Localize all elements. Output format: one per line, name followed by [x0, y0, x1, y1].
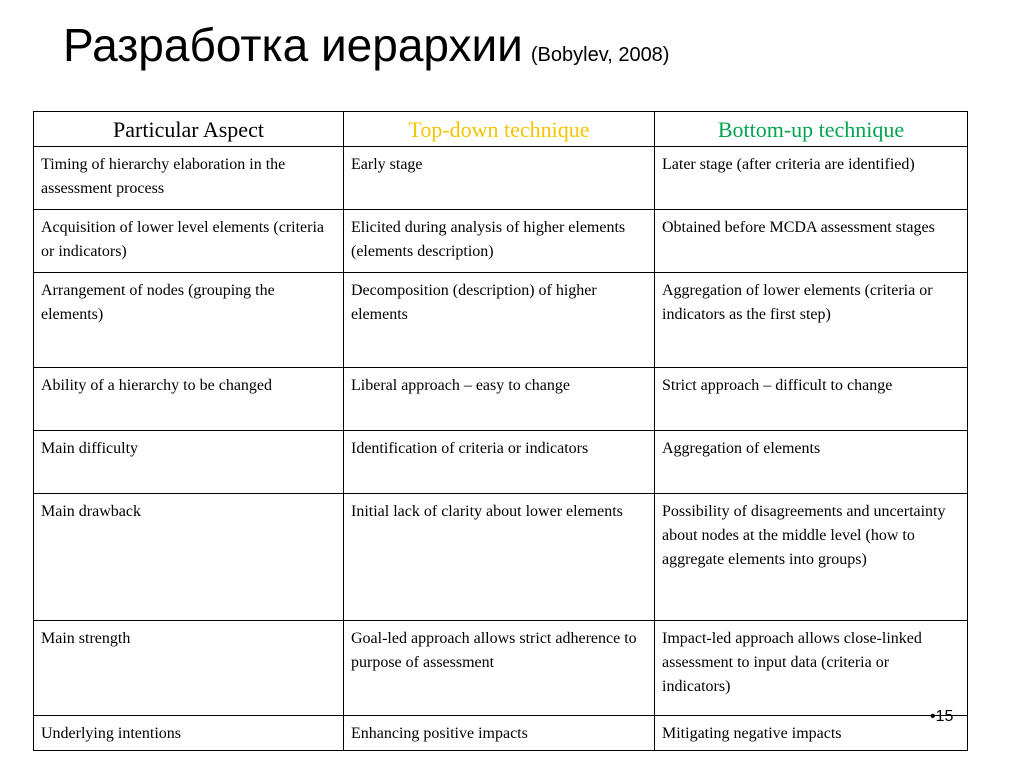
cell-bottom-up: Aggregation of lower elements (criteria or indicators as the first step) — [655, 273, 968, 368]
cell-bottom-up: Impact-led approach allows close-linked assessment to input data (criteria or indicators) — [655, 621, 968, 716]
cell-aspect: Arrangement of nodes (grouping the elements) — [34, 273, 344, 368]
table-row — [34, 494, 968, 621]
cell-bottom-up: Strict approach – difficult to change — [655, 368, 968, 431]
table-header-row — [34, 112, 968, 147]
title-citation: (Bobylev, 2008) — [530, 44, 670, 66]
cell-top-down: Elicited during analysis of higher elements (elements description) — [344, 210, 655, 273]
cell-top-down: Identification of criteria or indicators — [344, 431, 655, 494]
header-top-down: Top-down technique — [344, 112, 655, 147]
cell-aspect: Main strength — [34, 621, 344, 716]
cell-aspect: Underlying intentions — [34, 716, 344, 751]
slide-title — [63, 19, 670, 71]
cell-aspect: Timing of hierarchy elaboration in the assessment process — [34, 147, 344, 210]
table-row — [34, 210, 968, 273]
comparison-table — [33, 111, 968, 751]
cell-top-down: Liberal approach – easy to change — [344, 368, 655, 431]
cell-bottom-up: Obtained before MCDA assessment stages — [655, 210, 968, 273]
cell-top-down: Enhancing positive impacts — [344, 716, 655, 751]
table-row — [34, 716, 968, 751]
cell-bottom-up: Later stage (after criteria are identified) — [655, 147, 968, 210]
table-row — [34, 431, 968, 494]
header-particular-aspect: Particular Aspect — [34, 112, 344, 147]
cell-bottom-up: Mitigating negative impacts — [655, 716, 968, 751]
table-row — [34, 368, 968, 431]
table-row — [34, 273, 968, 368]
cell-bottom-up: Possibility of disagreements and uncertainty about nodes at the middle level (how to aggregate elements into groups) — [655, 494, 968, 621]
page-number: •15 — [930, 708, 954, 725]
header-bottom-up: Bottom-up technique — [655, 112, 968, 147]
cell-bottom-up: Aggregation of elements — [655, 431, 968, 494]
title-main: Разработка иерархии — [63, 19, 523, 71]
cell-top-down: Early stage — [344, 147, 655, 210]
cell-top-down: Goal-led approach allows strict adherence to purpose of assessment — [344, 621, 655, 716]
cell-aspect: Main difficulty — [34, 431, 344, 494]
cell-aspect: Ability of a hierarchy to be changed — [34, 368, 344, 431]
cell-aspect: Main drawback — [34, 494, 344, 621]
table-row — [34, 621, 968, 716]
cell-top-down: Decomposition (description) of higher elements — [344, 273, 655, 368]
cell-top-down: Initial lack of clarity about lower elements — [344, 494, 655, 621]
cell-aspect: Acquisition of lower level elements (criteria or indicators) — [34, 210, 344, 273]
table-row — [34, 147, 968, 210]
